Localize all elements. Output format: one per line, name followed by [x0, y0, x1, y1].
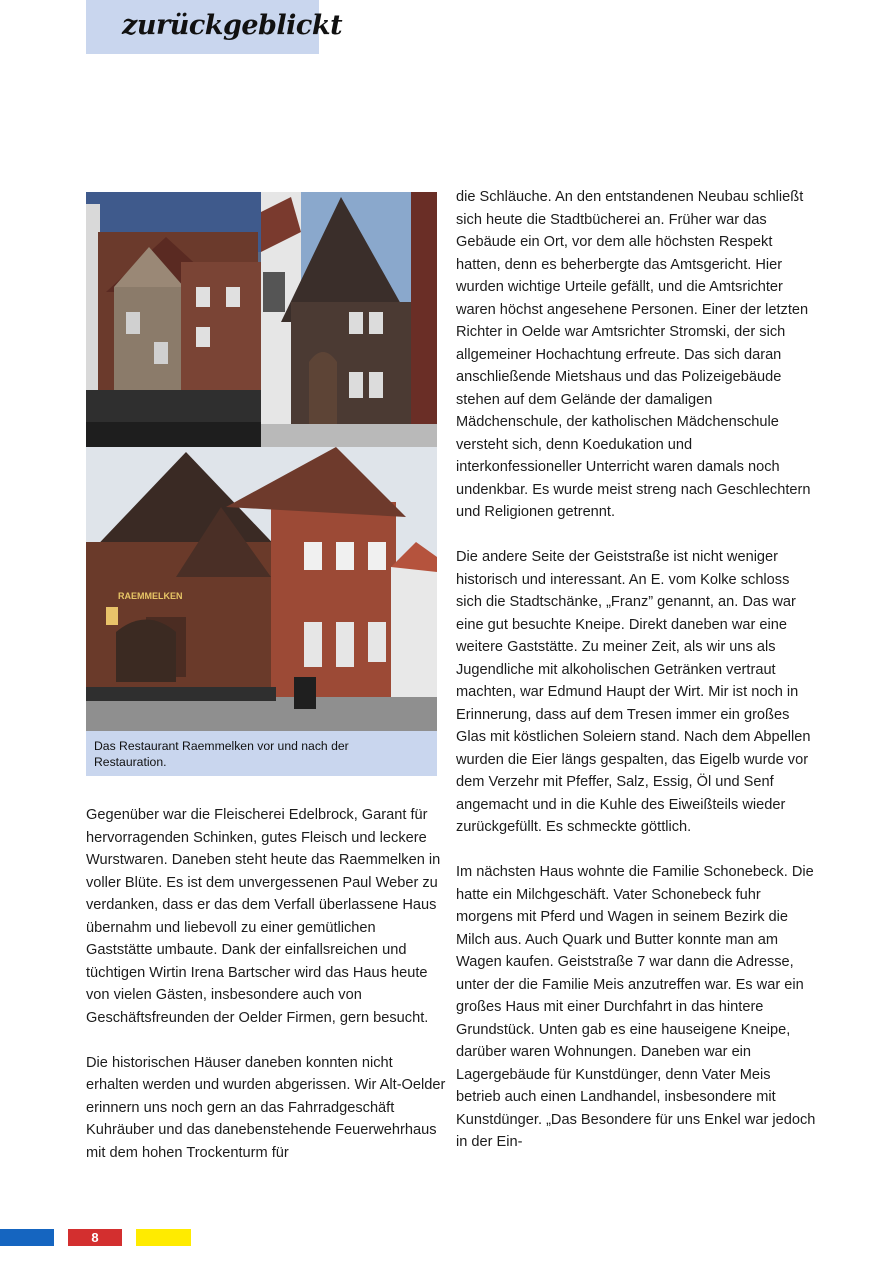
- photo-caption-box: [86, 731, 437, 776]
- photo-caption: Das Restaurant Raemmelken vor und nach der Restauration.: [94, 739, 349, 769]
- half-timbered-house-photo-old: [86, 192, 261, 447]
- right-paragraph-2: Die andere Seite der Geiststraße ist nicht weniger historisch und interessant. An E. vom Kolke schloss sich die Stadtschänke, „Franz” genannt, an. Das war eine gut besuchte Kneipe. Direkt daneben war eine weitere Gaststätte. Zu meiner Zeit, als wir uns als Jugendliche mit alkoholischen Getränken vertraut machten, war Edmund Haupt der Wirt. Mir ist noch in Erinnerung, dass auf dem Tresen immer ein großes Glas mit köstlichen Soleiern stand. Nach dem Abpellen wurden die Eier längs gespalten, das Eigelb wurde vor dem Verzehr mit Pfeffer, Salz, Essig, Öl und Senf angemacht und in die Kuhle des Eiweißteils wieder zurückgefüllt. Es schmeckte göttlich.: [456, 549, 811, 835]
- right-paragraph-1: die Schläuche. An den entstandenen Neubau schließt sich heute die Stadtbücherei an. Früher war das Gebäude ein Ort, vor dem alle höchsten Respekt hatten, denn es beherbergte das Amtsgericht. Hier wurden wichtige Urteile gefällt, und die Amtsrichter waren höchst angesehene Personen. Einer der letzten Richter in Oelde war Amtsrichter Stromski, der sich allgemeiner Hochachtung erfreute. Das sich daran anschließende Mietshaus und das Polizeigebäude stehen auf dem Gelände der damaligen Mädchenschule, der katholischen Mädchenschule versteht sich, denn Koedukation und interkonfessioneller Unterricht waren damals noch undenkbar. Es wurde meist streng nach Geschlechtern und Religionen getrennt.: [456, 189, 811, 520]
- right-column: [456, 186, 818, 1154]
- section-header-tab: [86, 0, 343, 54]
- right-paragraph-3: Im nächsten Haus wohnte die Familie Schonebeck. Die hatte ein Milchgeschäft. Vater Schonebeck fuhr morgens mit Pferd und Wagen in seinem Bezirk die Milch aus. Auch Quark und Butter konnte man am Wagen kaufen. Geiststraße 7 war dann die Adresse, unter der die Familie Meis anzutreffen war. Es war ein großes Haus mit einer Durchfahrt in das hintere Grundstück. Unten gab es eine hauseigene Kneipe, darüber waren Wohnungen. Daneben war ein Lagergebäude für Kunstdünger, denn Vater Meis betrieb auch einen Landhandel, insbesondere mit Kunstdünger. „Das Besondere für uns Enkel war jedoch in der Ein-: [456, 864, 816, 1150]
- restaurant-raemmelken-photo-new: [86, 447, 437, 731]
- restaurant-sign: RAEMMELKEN: [118, 591, 183, 601]
- half-timbered-house-photo-old-facade: [261, 192, 437, 447]
- left-paragraph-1: Gegenüber war die Fleischerei Edelbrock, Garant für hervorragenden Schinken, gutes Fleisch und leckere Wurstwaren. Daneben steht heute das Raemmelken in voller Blüte. Es ist dem unvergessenen Paul Weber zu verdanken, dass er das dem Verfall überlassene Haus übernahm und liebevoll zu einer gemütlichen Gaststätte umbaute. Dank der einfallsreichen und tüchtigen Wirtin Irena Bartscher wird das Haus heute von vielen Gästen, insbesondere auch von Geschäftsfreunden der Oelder Firmen, gern besucht.: [86, 807, 441, 1026]
- section-label: zurückgeblickt: [122, 10, 343, 41]
- footer-bar-yellow: [136, 1229, 191, 1246]
- left-column: [86, 804, 446, 1164]
- page-number: 8: [91, 1230, 99, 1245]
- left-paragraph-2: Die historischen Häuser daneben konnten nicht erhalten werden und wurden abgerissen. Wir Alt-Oelder erinnern uns noch gern an das Fahrradgeschäft Kuhräuber und das danebenstehende Feuerwehrhaus mit dem hohen Trockenturm für: [86, 1054, 446, 1161]
- footer-bar-blue: [0, 1229, 54, 1246]
